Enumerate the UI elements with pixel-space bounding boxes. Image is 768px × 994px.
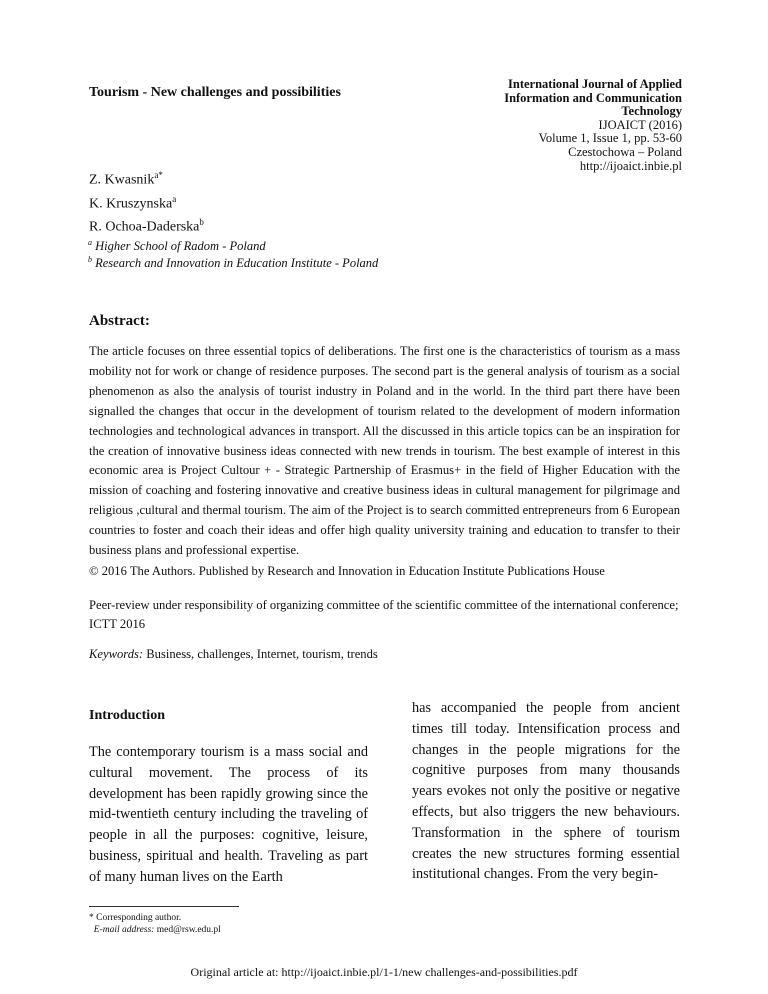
- footnote: [89, 912, 221, 936]
- corresponding-author-note: * Corresponding author.: [89, 913, 182, 923]
- email-line: E-mail address: med@rsw.edu.pl: [93, 925, 221, 935]
- journal-name-line: Information and Communication: [504, 90, 682, 105]
- journal-volume: Volume 1, Issue 1, pp. 53-60: [538, 131, 682, 146]
- journal-location: Czestochowa – Poland: [568, 144, 682, 159]
- author-sup: b: [199, 217, 204, 228]
- author-list: [89, 166, 204, 237]
- keywords: [89, 647, 378, 662]
- author: K. Kruszynska$^a$: [89, 193, 177, 212]
- introduction-left-column: The contemporary tourism is a mass social and cultural movement. The process of its development has been rapidly growing since the mid-twentieth century including the traveling of people in all the purposes: cognitive, leisure, business, spiritual and health. Traveling as part of many human lives on the Earth: [89, 744, 368, 885]
- author-sup: a*: [154, 170, 163, 180]
- affiliation: $^a$ Higher School of Radom - Poland: [88, 238, 266, 254]
- affiliations: [88, 236, 378, 270]
- introduction-right-column: has accompanied the people from ancient times till today. Intensification process and changes in the people migrations for the cognitive purposes from many thousands years evokes not only the positive or negative effects, but also triggers the new behaviours. Transformation in the sphere of tourism creates the new structures forming essential institutional changes. From the very begin-: [412, 700, 680, 883]
- email-address[interactable]: med@rsw.edu.pl: [154, 925, 221, 935]
- paper-title: Tourism - New challenges and possibilities: [89, 85, 341, 100]
- journal-url[interactable]: http://ijoaict.inbie.pl: [579, 158, 682, 173]
- journal-info: [402, 78, 682, 173]
- affiliation: $^b$ Research and Innovation in Education Institute - Poland: [88, 255, 379, 271]
- peer-review-note: Peer-review under responsibility of organizing committee of the scientific committee of the international conference; ICTT 2016: [89, 598, 679, 631]
- author: Z. Kwasnik$^{a*}$: [89, 170, 163, 188]
- original-article-link[interactable]: Original article at: http://ijoaict.inbie.pl/1-1/new challenges-and-possibilities.pdf: [190, 965, 578, 979]
- footnote-divider: [89, 906, 239, 907]
- abstract-body: The article focuses on three essential topics of deliberations. The first one is the characteristics of tourism as a mass mobility not for work or change of residence purposes. The second part is the general analysis of tourism as a social phenomenon as also the analysis of tourist industry in Poland and in the world. In the third part there have been signalled the changes that occur in the development of tourism related to the development of modern information technologies and technological advances in transport. All the discussed in this article topics can be an inspiration for the creation of innovative business ideas connected with new trends in tourism. The best example of interest in this economic area is Project Cultour + - Strategic Partnership of Erasmus+ in the field of Higher Education with the mission of coaching and fostering innovative and creative business ideas in cultural management for pilgrimage and religious ,cultural and thermal tourism. The aim of the Project is to search committed entrepreneurs from 6 European countries to foster and coach their ideas and offer high quality university training and education to transfer to their business plans and professional expertise.: [89, 344, 680, 558]
- keywords-label: Keywords:: [89, 647, 144, 661]
- journal-name-line: Technology: [621, 104, 682, 119]
- abstract-heading: Abstract:: [89, 313, 150, 329]
- author-sup: a: [172, 193, 177, 204]
- copyright-notice: © 2016 The Authors. Published by Research and Innovation in Education Institute Publications House: [89, 564, 605, 578]
- keywords-text: Business, challenges, Internet, tourism, trends: [143, 647, 378, 661]
- introduction-heading: Introduction: [89, 708, 165, 723]
- journal-name-line: International Journal of Applied: [508, 77, 682, 91]
- author: R. Ochoa-Daderska$^b$: [89, 217, 204, 235]
- journal-abbrev: IJOAICT (2016): [598, 117, 682, 132]
